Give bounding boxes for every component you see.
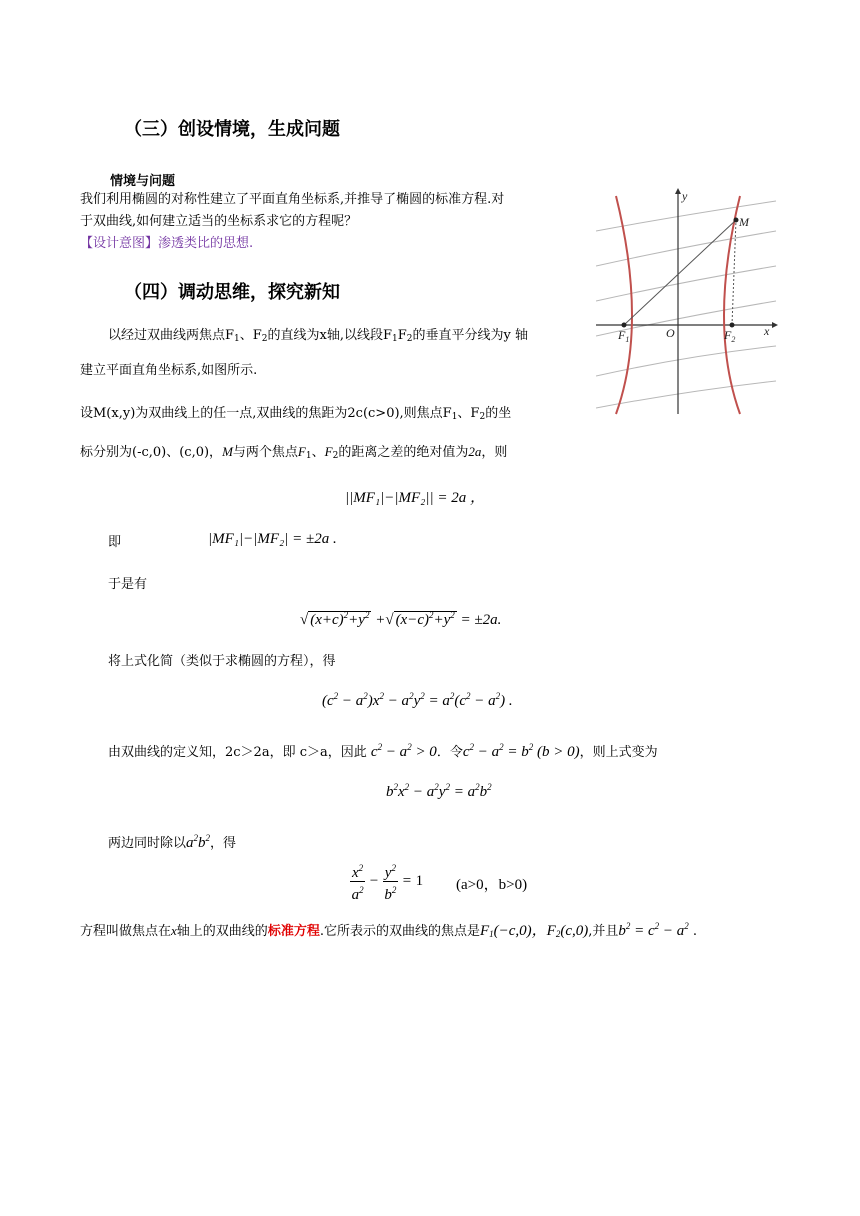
text-run: 由双曲线的定义知，2c＞2a，即 c＞a，因此 [108,745,367,760]
text-run: F [324,444,333,459]
divide-line: 两边同时除以$a^2b^2$，得 [108,833,237,851]
f2-label: $F_2$ [724,328,736,344]
equation-abs-difference: ||MF₁|−|MF₂|| = 2a ， [345,490,485,506]
text-run: 、F [239,328,262,343]
final-line: 方程叫做焦点在x轴上的双曲线的标准方程.它所表示的双曲线的焦点是$F_1(-c,0)$，$F_2(c,0)$,并且$b^2 = c^2 - a^2$ . [80,921,698,939]
equation-expanded: $(c^2 - a^2)x^2 - a^2y^2 = a^2(c^2 - a^2)$ . [322,691,513,709]
design-intent [80,234,253,254]
design-intent-prefix: 【设计意图】 [80,236,159,251]
design-intent-text: 渗透类比的思想. [158,236,254,251]
hyperbola-figure [596,186,778,416]
text-run: 与两个焦点 [232,445,298,460]
equation-condition: (a>0，b>0) [456,877,528,893]
focus-f2-point [730,323,735,328]
text-run: 方程叫做焦点在 [80,924,172,939]
left-branch [616,196,632,414]
text-run: 2a [468,444,482,459]
text-run: 的坐 [485,406,512,421]
equation-pm: |MF₁|−|MF₂| = ±2a . [208,531,337,547]
text-run: F [297,444,306,459]
derive-line: 由双曲线的定义知，2c＞2a，即 c＞a，因此 $c^2 - a^2 > 0$．令$c^2 - a^2 = b^2$ (b > 0)，则上式变为 [108,742,658,760]
simplify-text: 将上式化简（类似于求椭圆的方程），得 [108,654,336,669]
text-run: ，得 [210,836,237,851]
text-run: ，则 [481,445,508,460]
equation-b2x2: $b^2x^2 - a^2y^2 = a^2b^2$ [386,782,492,800]
text-run: ．令 [436,745,463,760]
m-label: M [739,215,749,229]
label-yushi: 于是有 [108,577,148,592]
y-axis-label: y [682,189,688,203]
x-axis-arrow-icon [772,322,778,328]
scenario-line-1: 我们利用椭圆的对称性建立了平面直角坐标系,并推导了椭圆的标准方程.对 [80,192,505,207]
paragraph-2-line-2: 标分别为(-c,0)、(c,0)，M与两个焦点$F_1$、$F_2$的距离之差的绝对值为2a，则 [80,444,508,461]
segment-mf1 [624,220,736,325]
paragraph-1-line-2: 建立平面直角坐标系,如图所示. [80,363,258,378]
standard-equation-term: 标准方程 [267,924,320,939]
equation-sqrt: √ $(x+c)^2+y^2$ +√ $(x-c)^2+y^2 = \pm 2a$. [300,610,502,628]
text-run: ，则上式变为 [579,745,658,760]
text-run: 轴上的双曲线的 [176,924,268,939]
segment-mf2 [732,220,736,325]
text-run: ,并且 [588,924,619,939]
focus-f1-point [622,323,627,328]
point-m [734,218,739,223]
x-axis-label: x [764,324,770,338]
text-run: M [222,444,233,459]
text-run: 两边同时除以 [108,836,187,851]
scenario-label: 情境与问题 [110,174,176,189]
text-run: 的直线为x轴,以线段F [267,328,393,343]
text-run: 以经过双曲线两焦点F [108,328,235,343]
standard-equation: $\frac{x^2}{a^2}$ − $\frac{y^2}{b^2}$ = 1 [350,860,423,903]
scenario-line-2: 于双曲线,如何建立适当的坐标系求它的方程呢？ [80,214,358,229]
text-run: 、F [457,406,480,421]
origin-label: O [666,326,675,340]
text-run: .它所表示的双曲线的焦点是 [319,924,480,939]
paragraph-2-line-1: 设M(x,y)为双曲线上的任一点,双曲线的焦距为2c(c>0),则焦点$F_1$、$F_2$的坐 [80,406,512,422]
text-run: 设M(x,y)为双曲线上的任一点,双曲线的焦距为2c(c>0),则焦点F [80,406,452,421]
paragraph-1-line-1: 以经过双曲线两焦点$F_1$、$F_2$的直线为x轴,以线段$F_1F_2$的垂直平分线为y 轴 [108,328,528,344]
text-run: x [171,923,177,938]
y-axis-arrow-icon [675,188,681,194]
text-run: 、 [311,445,325,460]
text-run: 的距离之差的绝对值为 [338,445,469,460]
text-run: 标分别为(-c,0)、(c,0)， [80,445,223,460]
text-run: F [397,328,407,343]
f1-label: $F_1$ [618,328,630,344]
section-heading-3: （三）创设情境，生成问题 [124,119,340,140]
text-run: 的垂直平分线为y 轴 [412,328,528,343]
label-ji: 即 [108,535,122,550]
section-heading-4: （四）调动思维，探究新知 [124,282,340,303]
